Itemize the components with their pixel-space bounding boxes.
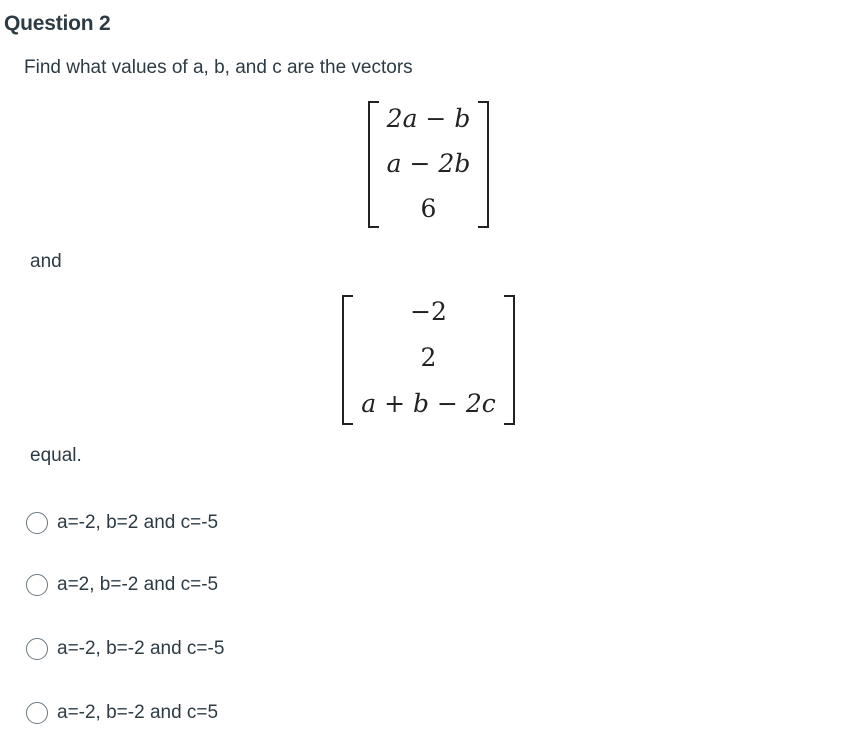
vector-2-entry-1: −2 (410, 297, 447, 326)
answer-option-3[interactable] (26, 635, 224, 663)
radio-button[interactable] (26, 702, 48, 724)
answer-option-label[interactable]: a=2, b=-2 and c=-5 (57, 574, 219, 595)
answer-option-4[interactable] (26, 699, 218, 727)
equal-text: equal. (30, 445, 82, 466)
answer-option-label[interactable]: a=-2, b=-2 and c=-5 (57, 638, 225, 659)
vector-1-entry-2: a − 2b (386, 149, 471, 178)
vector-1-entry-3: 6 (420, 194, 437, 223)
radio-button[interactable] (26, 638, 48, 660)
vector-2-matrix (342, 295, 515, 425)
and-text: and (30, 251, 62, 272)
answer-option-label[interactable]: a=-2, b=-2 and c=5 (57, 702, 219, 723)
answer-option-label[interactable]: a=-2, b=2 and c=-5 (57, 512, 219, 533)
vector-1-entry-1: 2a − b (386, 104, 471, 133)
radio-button[interactable] (26, 512, 48, 534)
answer-option-1[interactable] (26, 509, 218, 537)
radio-button[interactable] (26, 574, 48, 596)
question-title: Question 2 (4, 12, 111, 35)
vector-2-entry-3: a + b − 2c (361, 389, 496, 418)
answer-option-2[interactable] (26, 571, 218, 599)
vector-1-matrix (368, 101, 489, 228)
question-prompt: Find what values of a, b, and c are the vectors (24, 57, 413, 78)
vector-2-entry-2: 2 (420, 343, 437, 372)
